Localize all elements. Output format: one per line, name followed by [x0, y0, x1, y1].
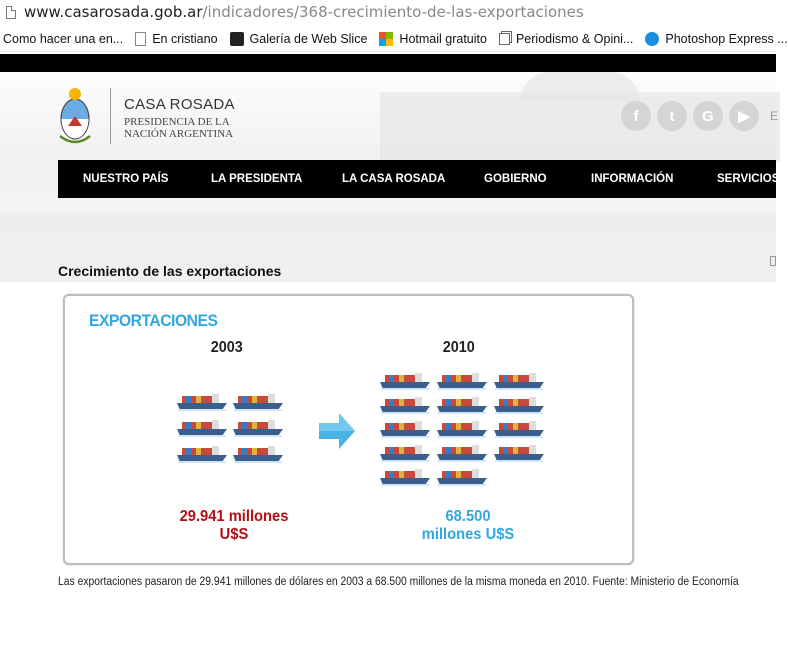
- cargo-ship-icon: [232, 394, 284, 412]
- main-nav: [58, 160, 780, 198]
- infographic-title: EXPORTACIONES: [89, 311, 218, 330]
- brand-subtitle-line-2: NACIÓN ARGENTINA: [124, 128, 234, 140]
- bookmark-photoshop[interactable]: [645, 32, 787, 46]
- bookmark-periodismo[interactable]: [499, 32, 633, 46]
- nav-la-presidenta[interactable]: LA PRESIDENTA: [211, 173, 303, 185]
- bookmark-label: En cristiano: [152, 31, 218, 46]
- cargo-ship-icon: [493, 421, 545, 439]
- page-icon: [6, 6, 16, 19]
- cargo-ship-icon: [436, 373, 488, 391]
- arrow-right-icon: [319, 411, 355, 451]
- cargo-ship-icon: [176, 420, 228, 438]
- site-header: [0, 72, 780, 282]
- chat-icon: [645, 32, 659, 46]
- year-2010-label: 2010: [442, 339, 475, 356]
- nav-servicios[interactable]: SERVICIOS: [717, 173, 780, 185]
- bookmark-label: Galería de Web Slice: [249, 31, 368, 46]
- cargo-ship-icon: [232, 420, 284, 438]
- cargo-ship-icon: [436, 469, 488, 487]
- bookmark-label: Periodismo & Opini...: [515, 31, 634, 46]
- bookmark-label: Photoshop Express ...: [665, 31, 788, 46]
- bookmark-hotmail[interactable]: [379, 32, 487, 46]
- value-2010: [414, 508, 523, 544]
- cargo-ship-icon: [436, 445, 488, 463]
- bookmark-label: Como hacer una en...: [3, 31, 124, 46]
- logo-divider: [110, 88, 111, 144]
- value-2003-amount: 29.941 millones: [179, 508, 289, 525]
- cargo-ship-icon: [493, 373, 545, 391]
- value-2003-currency: U$S: [219, 526, 249, 543]
- facebook-icon[interactable]: f: [621, 101, 651, 131]
- nav-gobierno[interactable]: GOBIERNO: [484, 173, 547, 185]
- value-2010-amount: 68.500: [445, 508, 491, 525]
- nav-nuestro-pais[interactable]: NUESTRO PAÍS: [83, 173, 169, 185]
- bookmark-web-slice[interactable]: [230, 32, 368, 46]
- youtube-icon[interactable]: ▶: [729, 101, 759, 131]
- cargo-ship-icon: [176, 394, 228, 412]
- cargo-ship-icon: [493, 397, 545, 415]
- url-host: www.casarosada.gob.ar: [24, 3, 203, 21]
- building-background: [380, 92, 780, 162]
- cargo-ship-icon: [493, 445, 545, 463]
- page-title: Crecimiento de las exportaciones: [58, 263, 282, 279]
- infographic-caption: Las exportaciones pasaron de 29.941 millones de dólares en 2003 a 68.500 millones de la misma moneda en 2010. Fuente: Ministerio de Economía: [58, 576, 739, 588]
- brand-subtitle-line-1: PRESIDENCIA DE LA: [124, 116, 230, 128]
- bookmarks-bar: [0, 26, 788, 52]
- bookmark-en-cristiano[interactable]: [135, 32, 217, 46]
- cargo-ship-icon: [436, 421, 488, 439]
- pages-icon: [499, 33, 510, 45]
- bookmark-como-hacer[interactable]: [3, 32, 123, 46]
- url-text[interactable]: [24, 3, 584, 21]
- brand-subtitle: [124, 116, 244, 140]
- cargo-ship-icon: [436, 397, 488, 415]
- web-slice-icon: [230, 32, 244, 46]
- cargo-ship-icon: [379, 373, 431, 391]
- brand-title[interactable]: CASA ROSADA: [124, 96, 235, 113]
- building-dome: [520, 72, 640, 102]
- google-plus-icon[interactable]: G: [693, 101, 723, 131]
- nav-informacion[interactable]: INFORMACIÓN: [591, 173, 674, 185]
- toolbar-strip: [0, 54, 776, 72]
- argentina-coat-of-arms-logo[interactable]: [58, 86, 92, 146]
- cargo-ship-icon: [379, 421, 431, 439]
- cargo-ship-icon: [379, 445, 431, 463]
- bookmark-label: Hotmail gratuito: [399, 31, 487, 46]
- value-2003: [175, 508, 293, 544]
- address-bar[interactable]: [0, 0, 776, 24]
- value-2010-currency: millones U$S: [421, 526, 515, 543]
- cargo-ship-icon: [176, 446, 228, 464]
- cargo-ship-icon: [232, 446, 284, 464]
- url-path: /indicadores/368-crecimiento-de-las-exportaciones: [202, 3, 584, 21]
- windows-icon: [379, 32, 393, 46]
- cargo-ship-icon: [379, 397, 431, 415]
- cargo-ship-icon: [379, 469, 431, 487]
- social-overflow-text: E: [770, 109, 779, 123]
- page-icon: [135, 32, 146, 46]
- year-2003-label: 2003: [210, 339, 243, 356]
- twitter-icon[interactable]: t: [657, 101, 687, 131]
- print-icon[interactable]: [770, 256, 776, 266]
- nav-la-casa-rosada[interactable]: LA CASA ROSADA: [342, 173, 446, 185]
